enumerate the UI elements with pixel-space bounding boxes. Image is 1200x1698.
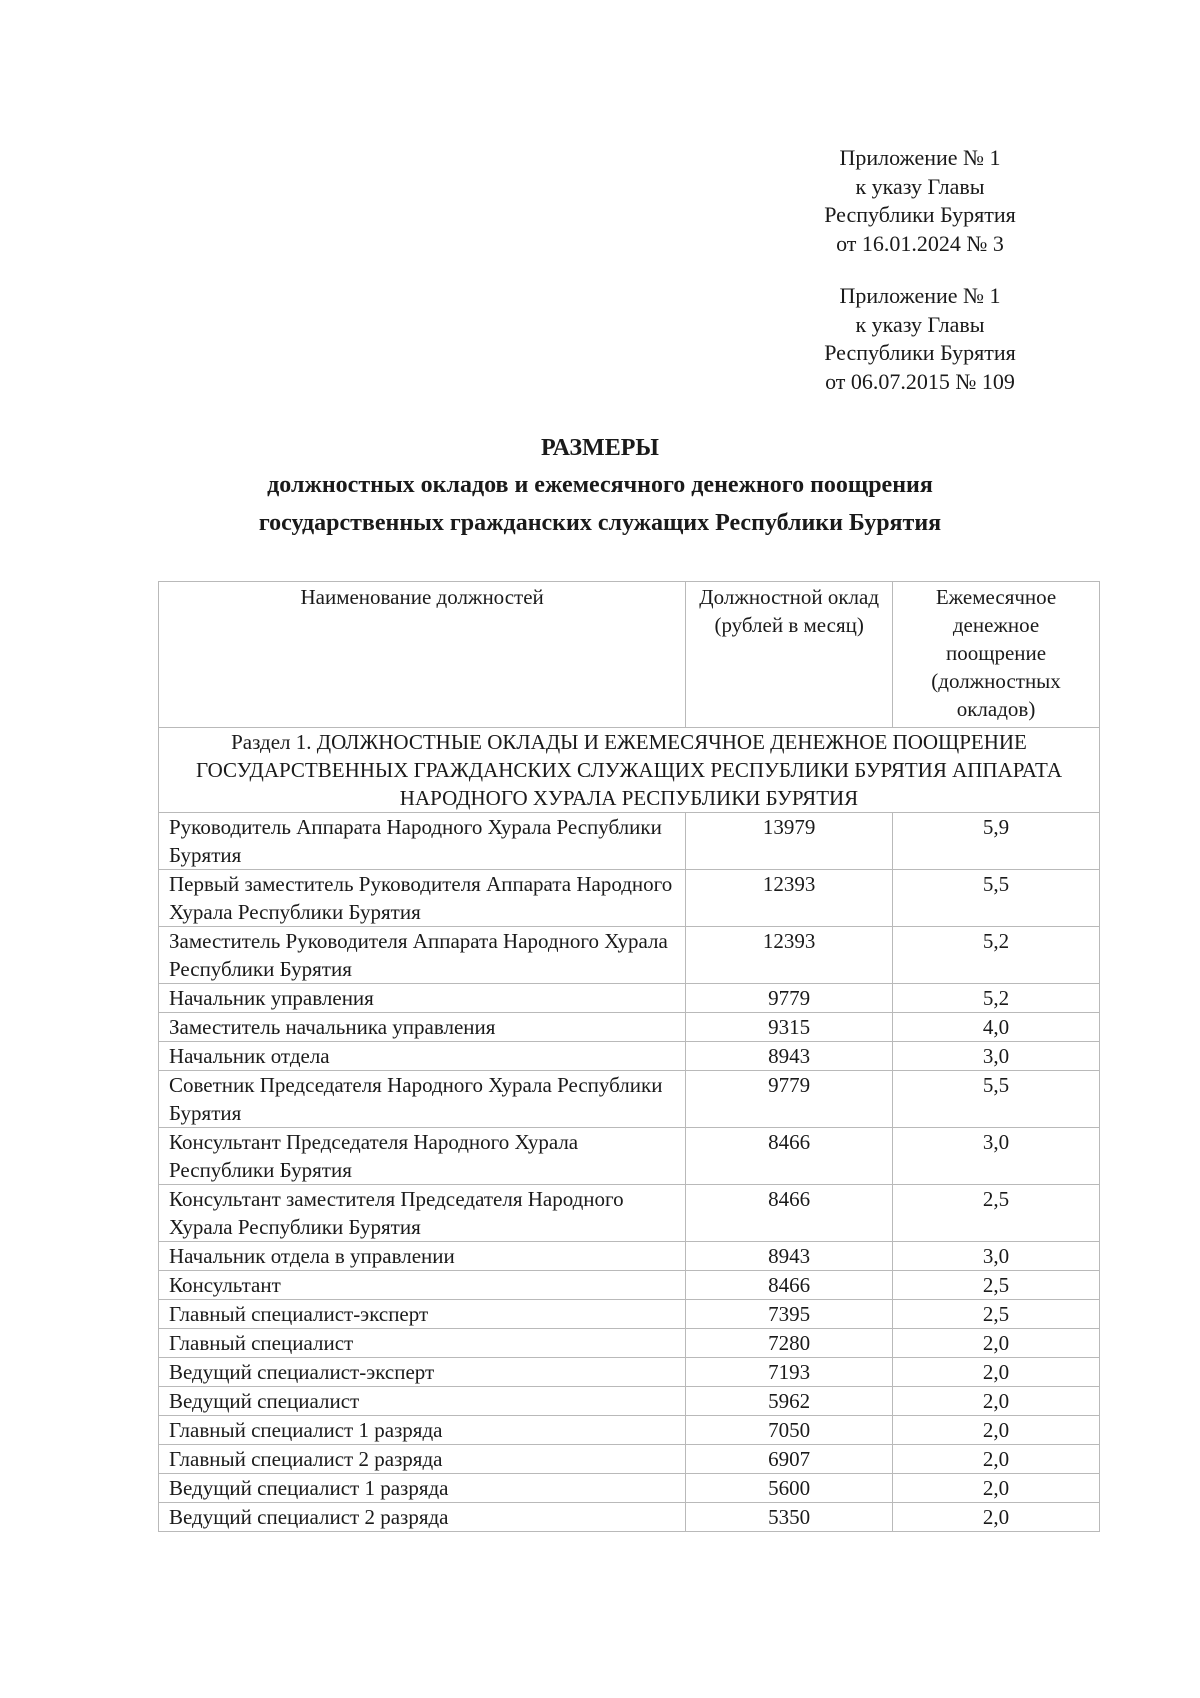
bonus-cell: 3,0 <box>893 1242 1100 1271</box>
salary-cell: 5962 <box>686 1387 893 1416</box>
annex-line: Приложение № 1 <box>839 145 1001 170</box>
table-row <box>159 1358 1100 1387</box>
table-header-row <box>159 582 1100 728</box>
header-salary: Должностной оклад (рублей в месяц) <box>686 582 893 728</box>
position-name-cell: Ведущий специалист-эксперт <box>159 1358 686 1387</box>
annex-line: Приложение № 1 <box>839 283 1001 308</box>
bonus-cell: 2,0 <box>893 1503 1100 1532</box>
table-row <box>159 1445 1100 1474</box>
salary-table <box>158 581 1100 1532</box>
position-name-cell: Консультант <box>159 1271 686 1300</box>
salary-cell: 12393 <box>686 870 893 927</box>
page-subtitle-line: должностных окладов и ежемесячного денежного поощрения <box>267 472 933 498</box>
bonus-cell: 2,0 <box>893 1474 1100 1503</box>
bonus-cell: 5,5 <box>893 870 1100 927</box>
bonus-cell: 2,5 <box>893 1271 1100 1300</box>
salary-cell: 7193 <box>686 1358 893 1387</box>
salary-cell: 5600 <box>686 1474 893 1503</box>
document-title <box>100 430 1100 542</box>
table-row <box>159 927 1100 984</box>
annex-line: к указу Главы <box>855 311 985 337</box>
salary-cell: 7050 <box>686 1416 893 1445</box>
table-row <box>159 1185 1100 1242</box>
bonus-cell: 3,0 <box>893 1128 1100 1185</box>
annex-reference-current <box>790 144 1050 258</box>
salary-cell: 9315 <box>686 1013 893 1042</box>
position-name-cell: Главный специалист <box>159 1329 686 1358</box>
position-name-cell: Руководитель Аппарата Народного Хурала Республики Бурятия <box>159 813 686 870</box>
position-name-cell: Главный специалист-эксперт <box>159 1300 686 1329</box>
bonus-cell: 4,0 <box>893 1013 1100 1042</box>
table-row <box>159 1242 1100 1271</box>
bonus-cell: 2,0 <box>893 1358 1100 1387</box>
salary-cell: 8943 <box>686 1242 893 1271</box>
position-name-cell: Главный специалист 2 разряда <box>159 1445 686 1474</box>
position-name-cell: Заместитель Руководителя Аппарата Народного Хурала Республики Бурятия <box>159 927 686 984</box>
table-row <box>159 1042 1100 1071</box>
section-title: Раздел 1. ДОЛЖНОСТНЫЕ ОКЛАДЫ И ЕЖЕМЕСЯЧНОЕ ДЕНЕЖНОЕ ПООЩРЕНИЕ ГОСУДАРСТВЕННЫХ ГРАЖДАНСКИХ СЛУЖАЩИХ РЕСПУБЛИКИ БУРЯТИЯ АППАРАТА НАРОДНОГО ХУРАЛА РЕСПУБЛИКИ БУРЯТИЯ <box>159 728 1100 813</box>
table-row <box>159 1071 1100 1128</box>
salary-cell: 7280 <box>686 1329 893 1358</box>
header-position-name: Наименование должностей <box>159 582 686 728</box>
salary-cell: 9779 <box>686 984 893 1013</box>
position-name-cell: Ведущий специалист 1 разряда <box>159 1474 686 1503</box>
bonus-cell: 5,2 <box>893 984 1100 1013</box>
bonus-cell: 2,0 <box>893 1445 1100 1474</box>
table-row <box>159 1329 1100 1358</box>
bonus-cell: 5,9 <box>893 813 1100 870</box>
table-row <box>159 1416 1100 1445</box>
position-name-cell: Ведущий специалист 2 разряда <box>159 1503 686 1532</box>
table-row <box>159 1271 1100 1300</box>
position-name-cell: Консультант Председателя Народного Хурала Республики Бурятия <box>159 1128 686 1185</box>
salary-cell: 6907 <box>686 1445 893 1474</box>
salary-cell: 9779 <box>686 1071 893 1128</box>
bonus-cell: 2,0 <box>893 1329 1100 1358</box>
table-row <box>159 1503 1100 1532</box>
header-monthly-bonus: Ежемесячное денежное поощрение (должностных окладов) <box>893 582 1100 728</box>
table-row <box>159 870 1100 927</box>
page-title: РАЗМЕРЫ <box>541 435 659 461</box>
position-name-cell: Первый заместитель Руководителя Аппарата Народного Хурала Республики Бурятия <box>159 870 686 927</box>
table-row <box>159 1474 1100 1503</box>
salary-cell: 8466 <box>686 1271 893 1300</box>
salary-cell: 13979 <box>686 813 893 870</box>
annex-line: от 06.07.2015 № 109 <box>825 368 1015 394</box>
table-row <box>159 813 1100 870</box>
position-name-cell: Начальник отдела в управлении <box>159 1242 686 1271</box>
annex-line: к указу Главы <box>855 173 985 199</box>
salary-cell: 7395 <box>686 1300 893 1329</box>
bonus-cell: 2,5 <box>893 1185 1100 1242</box>
annex-line: Республики Бурятия <box>824 340 1016 365</box>
bonus-cell: 5,2 <box>893 927 1100 984</box>
bonus-cell: 2,0 <box>893 1387 1100 1416</box>
position-name-cell: Ведущий специалист <box>159 1387 686 1416</box>
position-name-cell: Главный специалист 1 разряда <box>159 1416 686 1445</box>
bonus-cell: 2,5 <box>893 1300 1100 1329</box>
annex-line: от 16.01.2024 № 3 <box>836 230 1004 256</box>
salary-cell: 12393 <box>686 927 893 984</box>
salary-cell: 8466 <box>686 1128 893 1185</box>
bonus-cell: 3,0 <box>893 1042 1100 1071</box>
annex-line: Республики Бурятия <box>824 202 1016 227</box>
position-name-cell: Консультант заместителя Председателя Народного Хурала Республики Бурятия <box>159 1185 686 1242</box>
section-row <box>159 728 1100 813</box>
bonus-cell: 2,0 <box>893 1416 1100 1445</box>
salary-cell: 5350 <box>686 1503 893 1532</box>
table-row <box>159 1013 1100 1042</box>
position-name-cell: Начальник отдела <box>159 1042 686 1071</box>
table-row <box>159 984 1100 1013</box>
position-name-cell: Начальник управления <box>159 984 686 1013</box>
page-subtitle-line: государственных гражданских служащих Республики Бурятия <box>258 510 942 536</box>
annex-reference-original <box>790 282 1050 396</box>
position-name-cell: Советник Председателя Народного Хурала Республики Бурятия <box>159 1071 686 1128</box>
table-row <box>159 1300 1100 1329</box>
salary-cell: 8943 <box>686 1042 893 1071</box>
bonus-cell: 5,5 <box>893 1071 1100 1128</box>
table-row <box>159 1387 1100 1416</box>
salary-cell: 8466 <box>686 1185 893 1242</box>
table-row <box>159 1128 1100 1185</box>
position-name-cell: Заместитель начальника управления <box>159 1013 686 1042</box>
